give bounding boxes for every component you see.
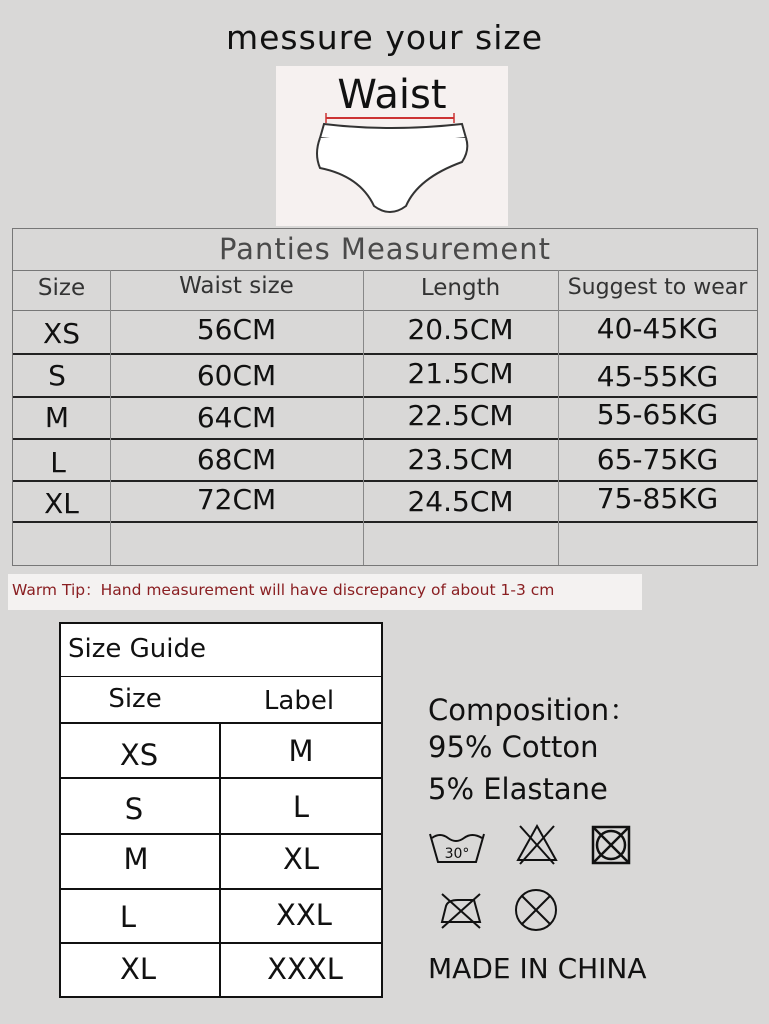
size-guide-title: Size Guide (68, 634, 206, 664)
table-cell: 45-55KG (596, 360, 719, 393)
measurement-table-title: Panties Measurement (218, 232, 552, 266)
table-cell: 60CM (196, 359, 277, 392)
do-not-tumble-dry-icon (588, 822, 634, 868)
table-cell: 21.5CM (407, 357, 514, 390)
size-guide-cell: XXXL (267, 952, 343, 986)
table-cell: 24.5CM (407, 485, 514, 518)
table-cell: 64CM (196, 401, 277, 434)
size-guide-cell: M (123, 842, 149, 876)
wash-temp-label: 30° (444, 846, 470, 862)
do-not-dry-clean-icon (512, 886, 560, 934)
table-cell: L (50, 446, 66, 479)
do-not-bleach-icon (514, 822, 560, 866)
composition-line: 5% Elastane (428, 772, 608, 806)
size-guide-header-label: Label (263, 686, 335, 716)
column-header-suggest: Suggest to wear (567, 275, 748, 300)
waist-diagram (276, 66, 508, 226)
size-guide-header-size: Size (108, 684, 162, 714)
table-cell: M (44, 401, 70, 434)
table-cell: 40-45KG (596, 312, 719, 345)
origin-label: MADE IN CHINA (428, 952, 647, 985)
column-header-waist: Waist size (179, 273, 294, 299)
size-guide-cell: XXL (276, 898, 332, 932)
table-cell: 68CM (196, 443, 277, 476)
page-title: messure your size (225, 18, 544, 57)
table-cell: 22.5CM (407, 399, 514, 432)
size-guide-cell: L (292, 790, 310, 824)
measurement-table (12, 228, 758, 566)
size-guide-cell: L (119, 900, 137, 934)
warm-tip: Warm Tip：Hand measurement will have discrepancy of about 1-3 cm (8, 574, 642, 610)
table-cell: 75-85KG (596, 482, 719, 515)
size-guide-table (59, 622, 383, 998)
table-cell: 20.5CM (407, 313, 514, 346)
size-guide-cell: XL (119, 952, 157, 986)
composition-heading: Composition： (428, 693, 639, 727)
composition-line: 95% Cotton (428, 730, 599, 764)
size-guide-cell: XS (119, 738, 159, 772)
table-cell: XS (43, 317, 80, 350)
waist-label: Waist (337, 72, 447, 118)
size-guide-cell: M (288, 734, 314, 768)
wash-30-icon (426, 828, 488, 868)
size-guide-cell: XL (282, 842, 320, 876)
table-cell: 65-75KG (596, 443, 719, 476)
column-header-size: Size (37, 275, 86, 301)
table-cell: 72CM (196, 483, 277, 516)
column-header-length: Length (420, 275, 501, 301)
size-guide-cell: S (124, 792, 144, 826)
table-cell: XL (44, 487, 79, 520)
table-cell: 55-65KG (596, 398, 719, 431)
table-cell: 56CM (196, 313, 277, 346)
table-cell: 23.5CM (407, 443, 514, 476)
do-not-iron-icon (436, 888, 486, 932)
table-cell: S (48, 359, 66, 392)
